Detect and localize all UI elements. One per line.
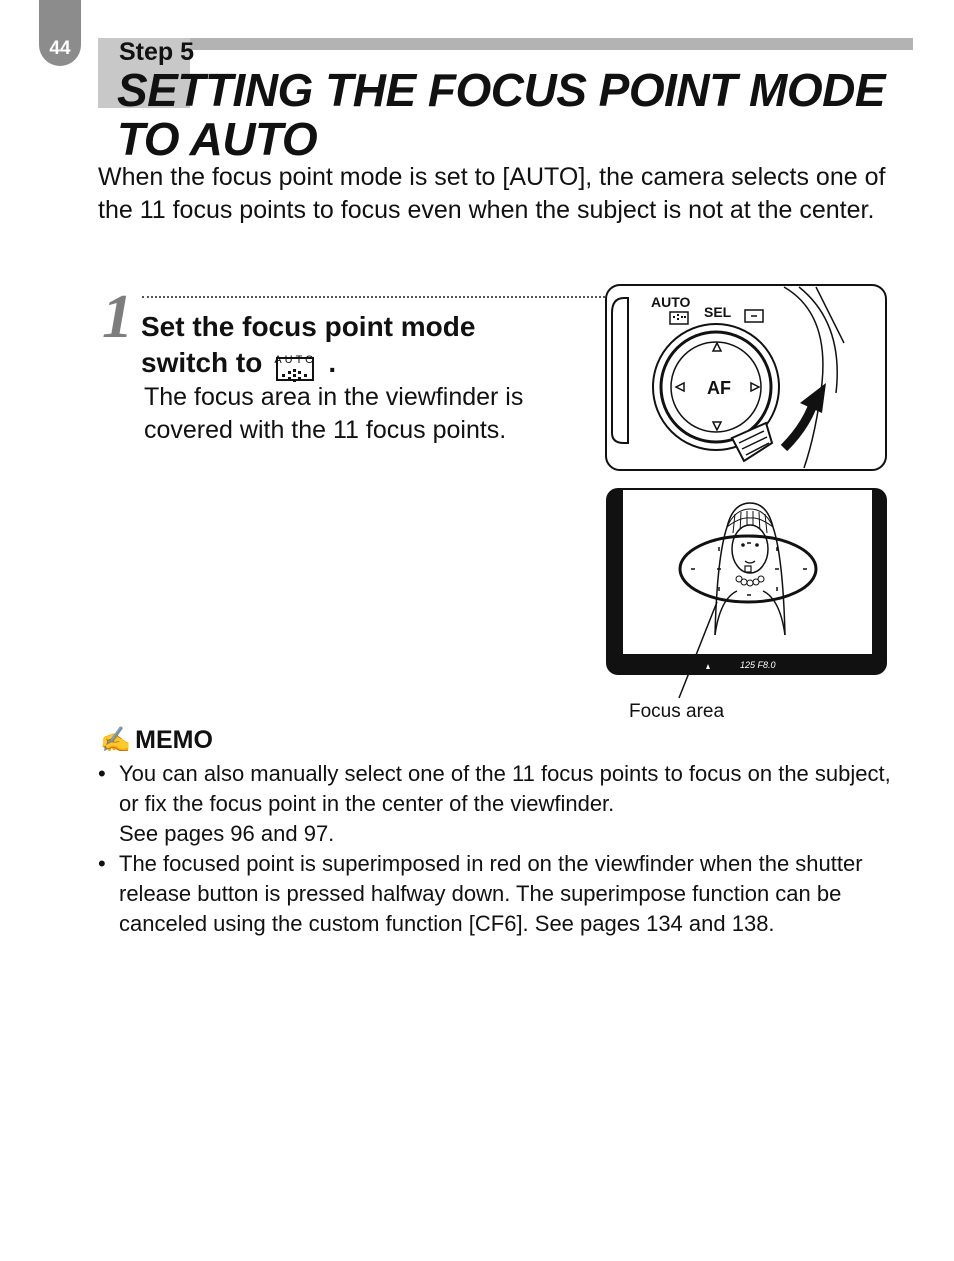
af-button-label: AF [707,378,731,398]
step-title [141,309,475,381]
page-title-line-2: TO AUTO [117,113,318,165]
dotted-rule [142,296,605,298]
step-label: Step 5 [119,38,195,66]
auto-dial-label: AUTO [651,294,691,310]
memo-item: • The focused point is superimposed in red on the viewfinder when the shutter release button is pressed halfway down. The superimpose function can be canceled using the custom function [CF6]. See pages 134 and 138. [98,851,863,936]
focus-area-leader-line [675,600,725,700]
step-description: The focus area in the viewfinder is covered with the 11 focus points. [144,383,524,444]
focus-area-caption: Focus area [629,701,725,722]
page-number: 44 [49,38,71,59]
memo-item-reference: See pages 96 and 97. [119,821,335,846]
camera-dial-illustration [604,283,888,473]
header-bar [98,38,913,50]
page-title-line-1: SETTING THE FOCUS POINT MODE [117,64,886,116]
viewfinder-illustration [605,487,888,677]
pen-icon: ✍ [100,726,132,754]
step-number: 1 [102,283,133,351]
intro-paragraph: When the focus point mode is set to [AUTO], the camera selects one of the 11 focus points to focus even when the subject is not at the center. [98,163,886,224]
step-title-line-2: switch to AUTO . [141,345,475,381]
auto-focus-mode-icon: AUTO [272,350,318,380]
viewfinder-info-text: 125 F8.0 [740,660,776,670]
memo-heading: ✍ MEMO [100,726,213,754]
step-title-line-1: Set the focus point mode [141,311,476,342]
page-number-tab [39,0,81,66]
memo-list [98,759,898,939]
page-title [117,66,885,164]
memo-item: • You can also manually select one of the 11 focus points to focus on the subject, or fix the focus point in the center of the viewfinder. See pages 96 and 97. [98,759,898,849]
sel-dial-label: SEL [704,304,732,320]
